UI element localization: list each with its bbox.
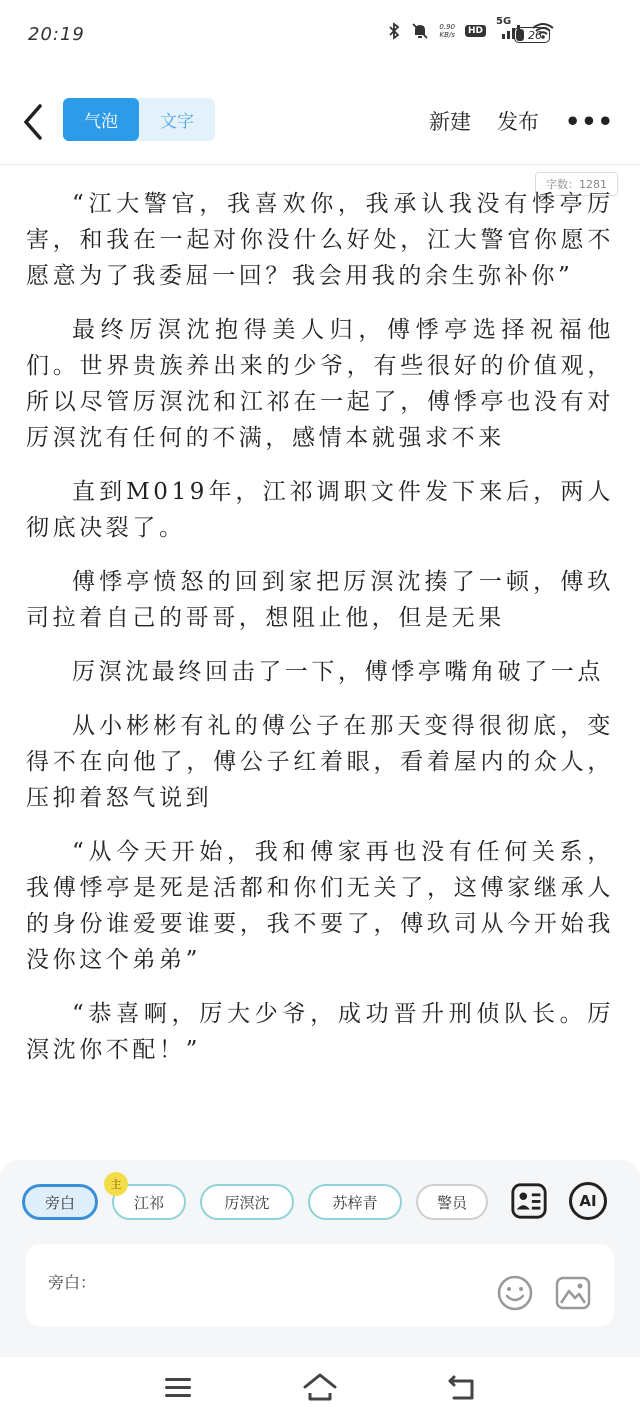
battery-indicator (514, 27, 550, 43)
back-button[interactable] (18, 102, 48, 142)
main-role-badge: 主 (104, 1172, 128, 1196)
toolbar-divider (0, 164, 640, 165)
system-nav-bar (0, 1357, 640, 1427)
dialogue-input[interactable] (26, 1244, 614, 1326)
network-type: 5G (496, 16, 512, 27)
paragraph[interactable]: 厉溟沈最终回击了一下，傅悸亭嘴角破了一点 (72, 659, 604, 685)
emoji-button[interactable] (496, 1274, 534, 1316)
role-chip-label: 旁白 (44, 1193, 75, 1212)
paragraph[interactable]: “江大警官，我喜欢你，我承认我没有悸亭厉害，和我在一起对你没什么好处，江大警官你愿不愿意为了我委屈一回？我会用我的余生弥补你” (26, 191, 614, 289)
paragraph[interactable]: “恭喜啊，厉大少爷，成功晋升刑侦队长。厉溟沈你不配！” (26, 1001, 614, 1063)
home-nav-button[interactable] (302, 1371, 338, 1407)
role-chip-officer[interactable] (416, 1184, 488, 1220)
ai-button[interactable] (569, 1182, 607, 1220)
role-chip-narrator[interactable] (22, 1184, 98, 1220)
chevron-left-icon (18, 102, 48, 142)
status-bar (0, 0, 640, 72)
paragraph[interactable]: 最终厉溟沈抱得美人归，傅悸亭选择祝福他们。世界贵族养出来的少爷，有些很好的价值观，所以尽管厉溟沈和江祁在一起了，傅悸亭也没有对厉溟沈有任何的不满，感情本就强求不来 (26, 317, 614, 451)
input-role-label: 旁白： (48, 1273, 97, 1292)
mode-switch (63, 98, 215, 141)
publish-button[interactable]: 发布 (496, 110, 539, 134)
bluetooth-icon (387, 22, 401, 40)
role-manage-button[interactable] (510, 1182, 548, 1220)
paragraph[interactable]: “从今天开始，我和傅家再也没有任何关系，我傅悸亭是死是活都和你们无关了，这傅家继承人的身份谁爱要谁要，我不要了，傅玖司从今开始我没你这个弟弟” (26, 839, 614, 973)
tab-text[interactable]: 文字 (160, 112, 194, 132)
menu-nav-button[interactable] (162, 1371, 194, 1407)
image-icon (554, 1274, 592, 1312)
net-speed-value: 0.90 (439, 23, 455, 31)
battery-level: 26 (528, 28, 542, 42)
word-count: 字数：1281 (535, 172, 618, 196)
hamburger-icon (162, 1371, 194, 1403)
insert-image-button[interactable] (554, 1274, 592, 1316)
toolbar-actions (403, 106, 614, 136)
role-chip-label: 厉溟沈 (224, 1193, 270, 1212)
net-speed (439, 23, 455, 39)
more-options-icon[interactable]: ••• (564, 106, 614, 136)
ai-icon: AI (569, 1182, 607, 1220)
editor-toolbar (0, 88, 640, 158)
role-input-panel (0, 1160, 640, 1357)
contact-card-icon (510, 1181, 548, 1221)
home-icon (302, 1371, 338, 1403)
paragraph[interactable]: 傅悸亭愤怒的回到家把厉溟沈揍了一顿，傅玖司拉着自己的哥哥，想阻止他，但是无果 (26, 569, 614, 631)
mute-bell-icon (411, 22, 429, 40)
tab-bubble[interactable]: 气泡 (63, 98, 139, 141)
role-chip-limingshen[interactable] (200, 1184, 294, 1220)
role-chip-label: 警员 (436, 1193, 467, 1212)
story-editor[interactable] (26, 166, 614, 1086)
role-chip-label: 苏梓青 (332, 1193, 378, 1212)
paragraph[interactable]: 直到M019年，江祁调职文件发下来后，两人彻底决裂了。 (26, 479, 614, 541)
role-chip-suziqing[interactable] (308, 1184, 402, 1220)
new-button[interactable]: 新建 (428, 110, 471, 134)
smiley-icon (496, 1274, 534, 1312)
hd-label: HD (465, 25, 486, 37)
net-speed-unit: KB/s (439, 31, 455, 39)
role-chip-label: 江祁 (133, 1193, 164, 1212)
role-chips (22, 1178, 488, 1220)
paragraph[interactable]: 从小彬彬有礼的傅公子在那天变得很彻底，变得不在向他了，傅公子红着眼，看着屋内的众人，压抑着怒气说到 (26, 713, 614, 811)
role-chip-jiangqi[interactable] (110, 1178, 186, 1220)
back-nav-button[interactable] (446, 1371, 478, 1407)
status-time: 20:19 (28, 24, 85, 45)
return-icon (446, 1371, 478, 1403)
